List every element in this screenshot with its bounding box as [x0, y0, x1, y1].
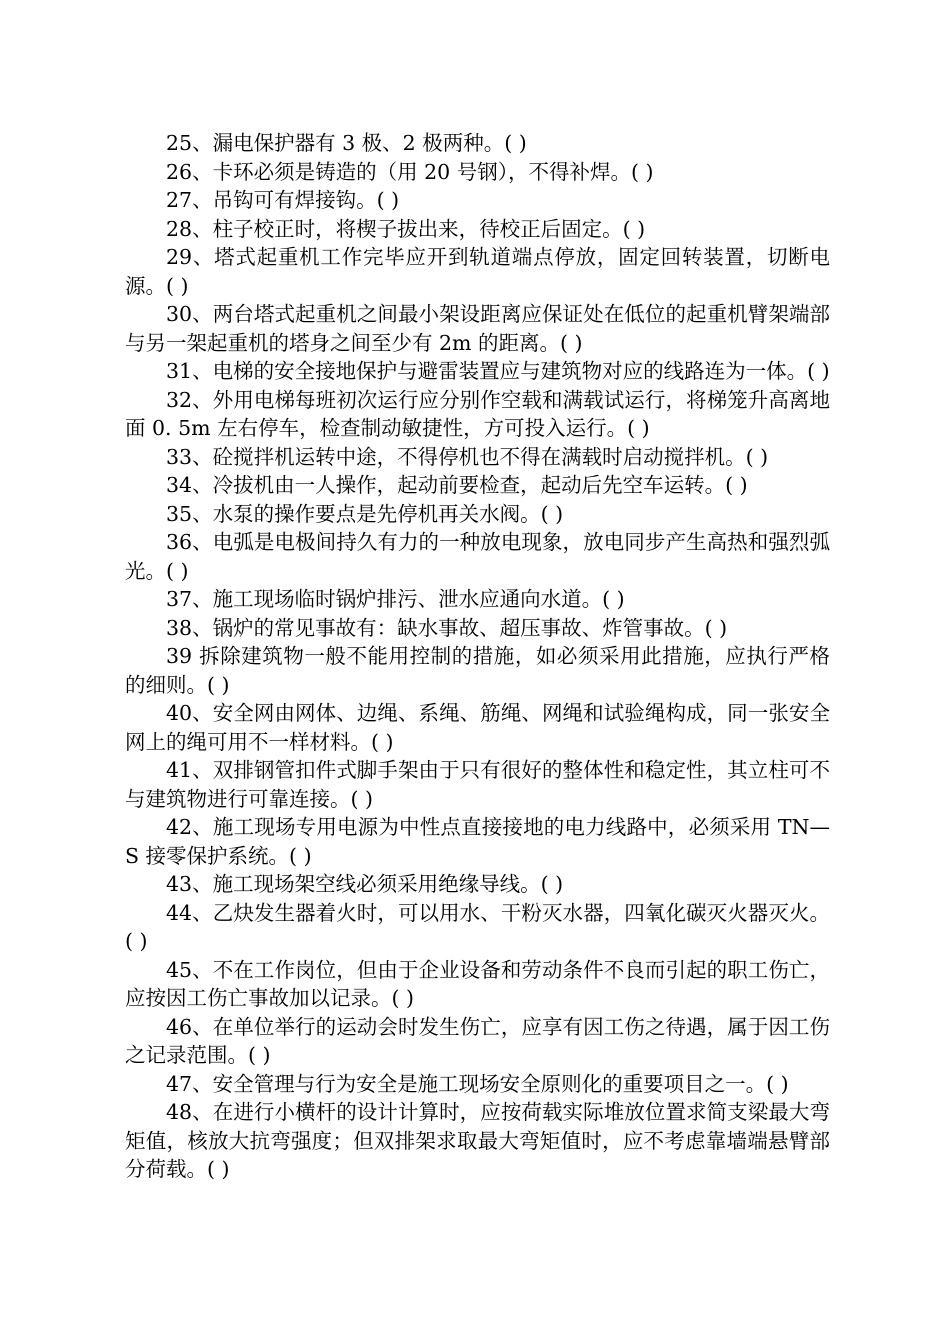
question-25: 25、漏电保护器有 3 极、2 极两种。( ) [166, 131, 527, 155]
question-30: 30、两台塔式起重机之间最小架设距离应保证处在低位的起重机臂架端部与另一架起重机的塔身之间至少有 2m 的距离。( ) [125, 302, 830, 355]
question-37: 37、施工现场临时锅炉排污、泄水应通向水道。( ) [166, 587, 625, 611]
question-28: 28、柱子校正时，将楔子拔出来，待校正后固定。( ) [166, 216, 646, 241]
question-40: 40、安全网由网体、边绳、系绳、筋绳、网绳和试验绳构成，同一张安全网上的绳可用不一样材料。( ) [125, 701, 830, 754]
question-38: 38、锅炉的常见事故有：缺水事故、超压事故、炸管事故。( ) [166, 615, 728, 640]
question-32: 32、外用电梯每班初次运行应分别作空载和满载试运行，将梯笼升高离地面 0. 5m 左右停车，检查制动敏捷性，方可投入运行。( ) [125, 387, 830, 440]
question-47: 47、安全管理与行为安全是施工现场安全原则化的重要项目之一。( ) [166, 1071, 789, 1096]
question-44: 44、乙炔发生器着火时，可以用水、干粉灭水器，四氧化碳灭火器灭火。( ) [125, 900, 830, 953]
question-33: 33、砼搅拌机运转中途，不得停机也不得在满载时启动搅拌机。( ) [166, 444, 769, 469]
question-41: 41、双排钢管扣件式脚手架由于只有很好的整体性和稳定性，其立柱可不与建筑物进行可靠连接。( ) [125, 758, 830, 811]
question-43: 43、施工现场架空线必须采用绝缘导线。( ) [166, 872, 564, 896]
question-26: 26、卡环必须是铸造的（用 20 号钢），不得补焊。( ) [166, 159, 654, 184]
question-35: 35、水泵的操作要点是先停机再关水阀。( ) [166, 501, 564, 526]
question-39: 39 拆除建筑物一般不能用控制的措施，如必须采用此措施，应执行严格的细则。( ) [125, 644, 830, 697]
question-list [125, 129, 830, 1184]
question-42: 42、施工现场专用电源为中性点直接接地的电力线路中，必须采用 TN—S 接零保护系统。( ) [125, 815, 830, 868]
question-45: 45、不在工作岗位，但由于企业设备和劳动条件不良而引起的职工伤亡，应按因工伤亡事故加以记录。( ) [125, 957, 830, 1010]
question-27: 27、吊钩可有焊接钩。( ) [166, 188, 400, 212]
question-34: 34、冷拔机由一人操作，起动前要检查，起动后先空车运转。( ) [166, 473, 748, 497]
question-48: 48、在进行小横杆的设计计算时，应按荷载实际堆放位置求简支梁最大弯矩值，核放大抗弯强度；但双排架求取最大弯矩值时，应不考虑靠墙端悬臂部分荷载。( ) [125, 1100, 830, 1181]
question-46: 46、在单位举行的运动会时发生伤亡，应享有因工伤之待遇，属于因工伤之记录范围。( ) [125, 1014, 830, 1067]
question-36: 36、电弧是电极间持久有力的一种放电现象，放电同步产生高热和强烈弧光。( ) [125, 530, 830, 583]
question-31: 31、电梯的安全接地保护与避雷装置应与建筑物对应的线路连为一体。( ) [166, 359, 830, 383]
question-29: 29、塔式起重机工作完毕应开到轨道端点停放，固定回转装置，切断电源。( ) [125, 245, 830, 298]
